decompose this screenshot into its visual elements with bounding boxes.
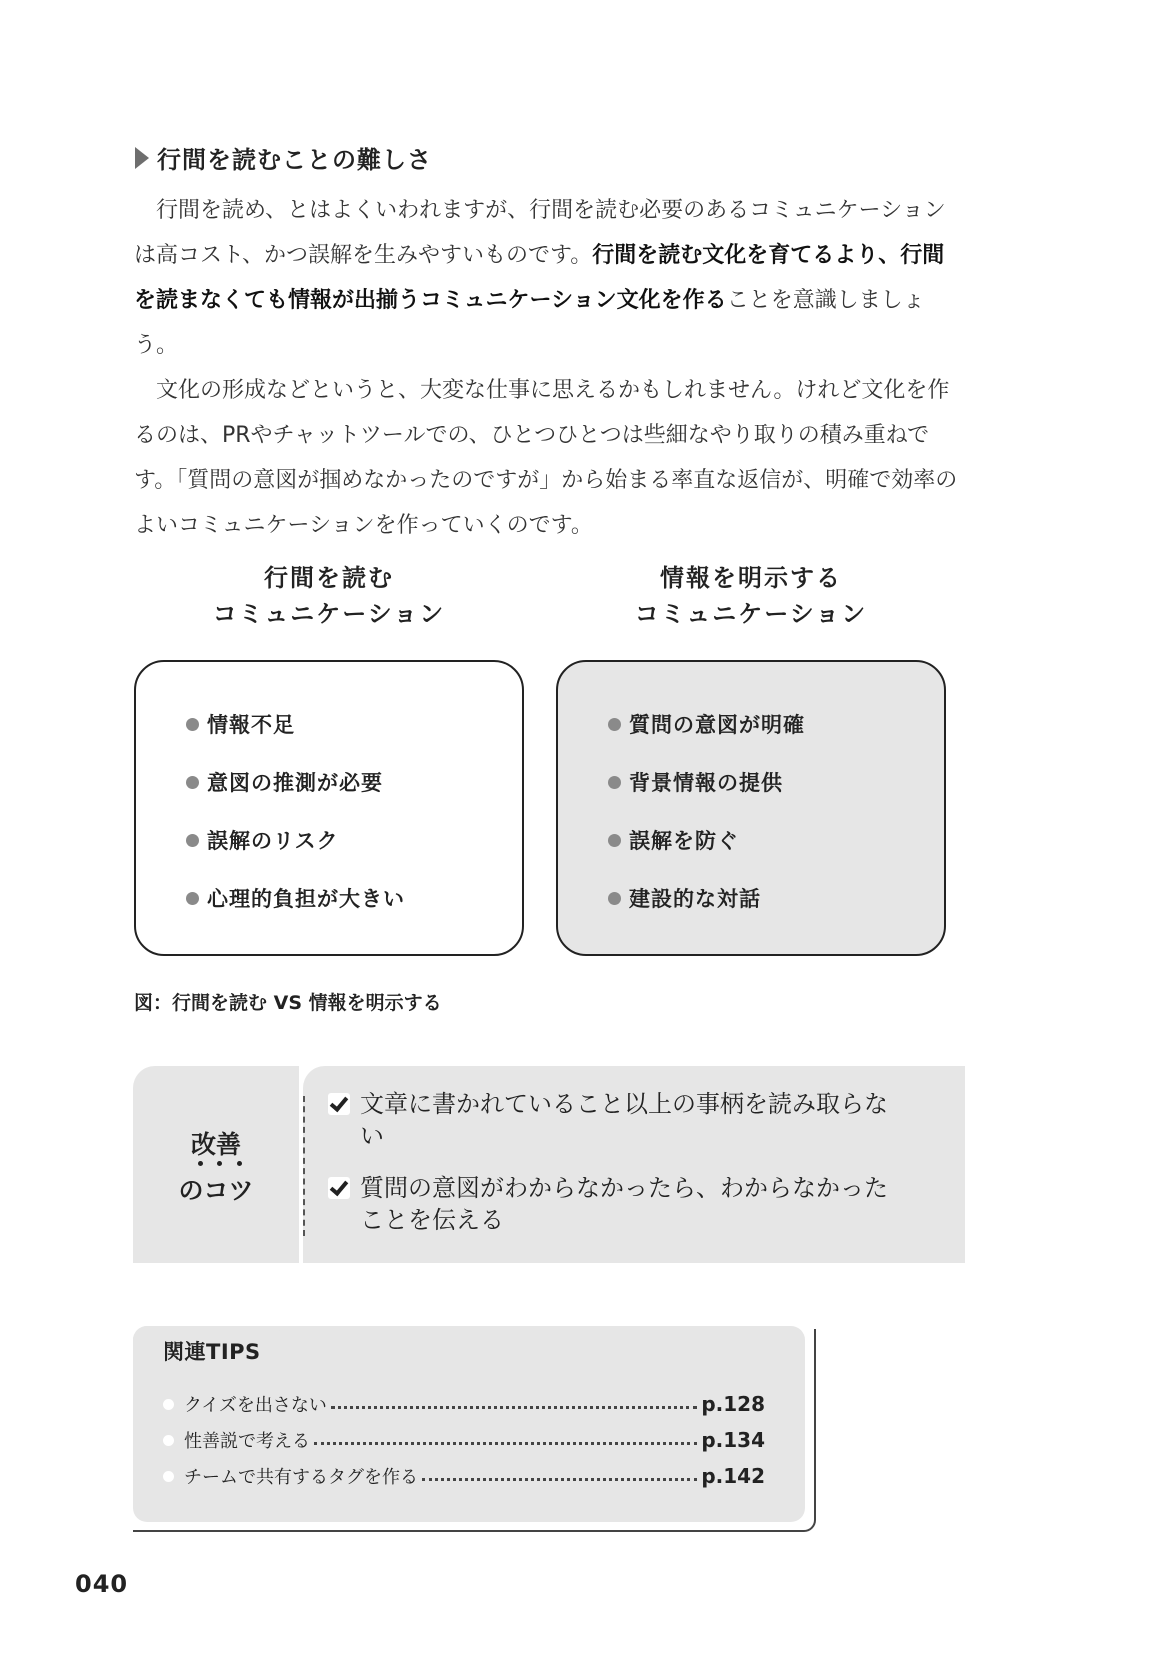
bullet-dot-icon xyxy=(186,892,199,905)
right-title-line1: 情報を明示する xyxy=(660,564,842,592)
tip-item-2 xyxy=(328,1172,888,1236)
left-comparison-box xyxy=(134,660,524,956)
paragraph-1-part-3: ことを意識しましょう。 xyxy=(134,288,925,358)
related-item-label: クイズを出さない xyxy=(184,1395,327,1416)
related-title: 関連TIPS xyxy=(163,1340,261,1364)
list-item xyxy=(608,869,944,927)
list-item xyxy=(186,811,522,869)
right-comparison-box xyxy=(556,660,946,956)
checkmark-icon xyxy=(328,1093,350,1115)
bullet-dot-icon xyxy=(163,1435,174,1446)
right-column-title xyxy=(556,560,946,632)
emphasis-dots-icon xyxy=(196,1161,246,1169)
related-item xyxy=(163,1458,765,1494)
list-item-text: 心理的負担が大きい xyxy=(207,887,405,911)
left-column-title xyxy=(134,560,524,632)
tips-divider xyxy=(303,1096,305,1236)
bullet-dot-icon xyxy=(186,718,199,731)
paragraph-1-part-1: 行間を読め、とはよくいわれますが、行間を読む必要のあるコミュニケーションは高コスト、かつ誤解を生みやすいものです。 xyxy=(134,198,946,268)
list-item-text: 誤解のリスク xyxy=(207,829,339,853)
list-item xyxy=(608,811,944,869)
checkmark-icon xyxy=(328,1177,350,1199)
related-item-label: 性善説で考える xyxy=(184,1431,310,1452)
bullet-dot-icon xyxy=(608,892,621,905)
section-heading xyxy=(135,140,432,175)
list-item xyxy=(608,753,944,811)
triangle-bullet-icon xyxy=(135,147,149,169)
related-item xyxy=(163,1422,765,1458)
list-item-text: 質問の意図が明確 xyxy=(629,713,805,737)
bullet-dot-icon xyxy=(163,1399,174,1410)
bullet-dot-icon xyxy=(608,834,621,847)
dot-leader xyxy=(314,1442,697,1445)
list-item-text: 意図の推測が必要 xyxy=(207,771,383,795)
section-heading-text: 行間を読むことの難しさ xyxy=(157,146,432,174)
related-item-page: p.128 xyxy=(701,1392,765,1416)
paragraph-2 xyxy=(134,368,964,548)
list-item xyxy=(186,695,522,753)
right-title-line2: コミュニケーション xyxy=(634,600,868,628)
dot-leader xyxy=(422,1478,697,1481)
page-number: 040 xyxy=(75,1570,129,1598)
bullet-dot-icon xyxy=(608,776,621,789)
bullet-dot-icon xyxy=(163,1471,174,1482)
related-item-label: チームで共有するタグを作る xyxy=(184,1467,418,1488)
figure-caption: 図：行間を読む VS 情報を明示する xyxy=(134,992,442,1014)
bullet-dot-icon xyxy=(186,834,199,847)
paragraph-2-part-1: 文化の形成などというと、大変な仕事に思えるかもしれません。けれど文化を作るのは、PRやチャットツールでの、ひとつひとつは些細なやり取りの積み重ねです。「質問の意図が掴めなかったのですが」から始まる率直な返信が、明確で効率のよいコミュニケーションを作っていくのです。 xyxy=(134,378,958,538)
body-text xyxy=(134,188,964,548)
left-title-line1: 行間を読む xyxy=(264,564,394,592)
list-item xyxy=(186,869,522,927)
tips-label-line2: のコツ xyxy=(178,1176,254,1205)
left-title-line2: コミュニケーション xyxy=(212,600,446,628)
list-item xyxy=(186,753,522,811)
paragraph-1-emphasis: 行間を読む文化を育てるより、行間を読まなくても情報が出揃うコミュニケーション文化を作る xyxy=(134,243,945,313)
tip-item-1 xyxy=(328,1088,888,1152)
related-item xyxy=(163,1386,765,1422)
tip-item-2-line2: ことを伝える xyxy=(360,1206,504,1234)
tip-item-2-line1: 質問の意図がわからなかったら、わからなかった xyxy=(360,1174,888,1202)
tips-label-line1: 改善 xyxy=(190,1130,241,1159)
list-item-text: 背景情報の提供 xyxy=(629,771,783,795)
list-item-text: 建設的な対話 xyxy=(629,887,761,911)
list-item-text: 情報不足 xyxy=(207,713,295,737)
related-item-page: p.142 xyxy=(701,1464,765,1488)
list-item xyxy=(608,695,944,753)
tip-item-1-line2: い xyxy=(360,1122,384,1150)
tip-item-1-line1: 文章に書かれていること以上の事柄を読み取らな xyxy=(360,1090,888,1118)
related-item-page: p.134 xyxy=(701,1428,765,1452)
bullet-dot-icon xyxy=(608,718,621,731)
dot-leader xyxy=(331,1406,697,1409)
bullet-dot-icon xyxy=(186,776,199,789)
list-item-text: 誤解を防ぐ xyxy=(629,829,739,853)
paragraph-1 xyxy=(134,188,964,368)
